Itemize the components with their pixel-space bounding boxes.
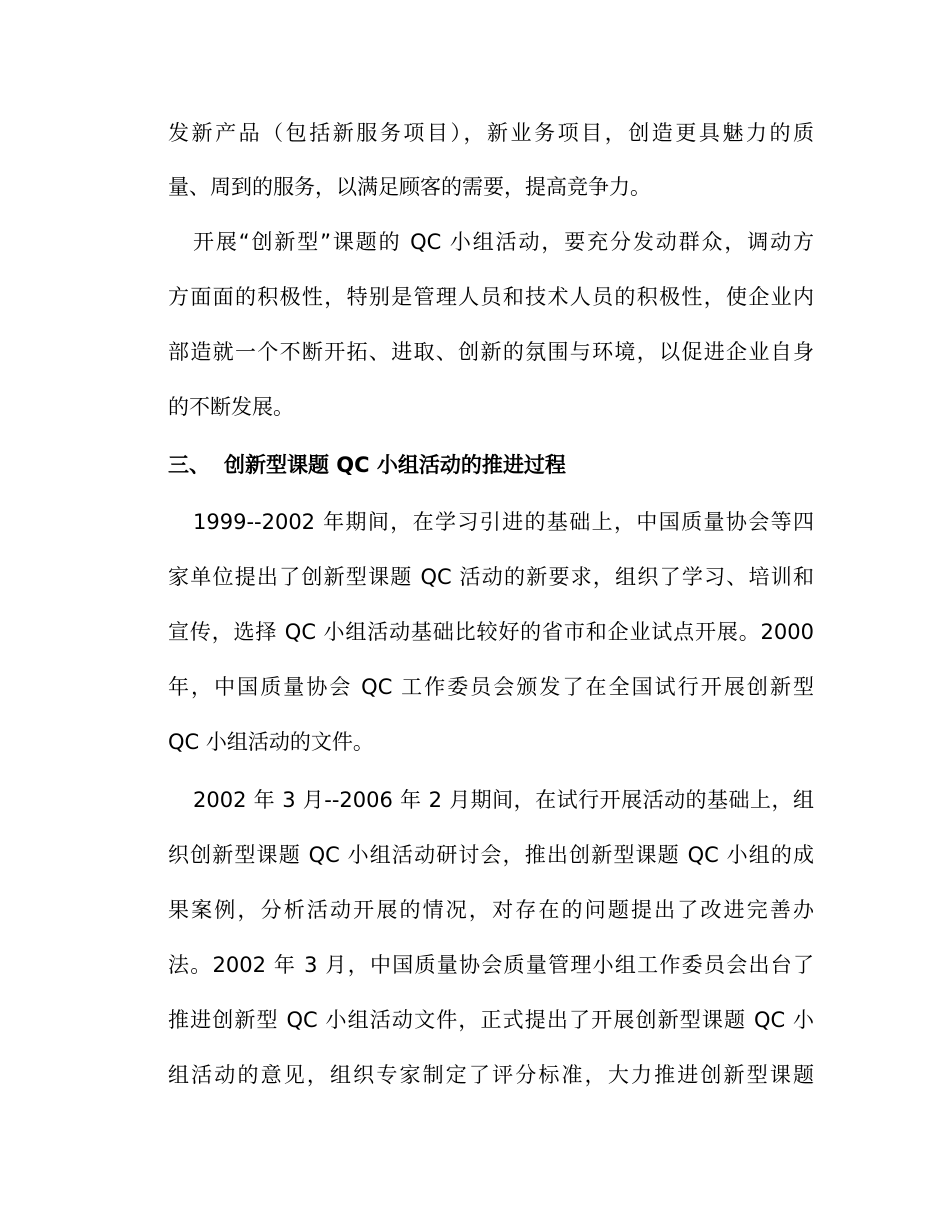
paragraph-line: 量、周到的服务，以满足顾客的需要，提高竞争力。 (168, 175, 651, 199)
paragraph-line: 家单位提出了创新型课题 QC 活动的新要求，组织了学习、培训和 (168, 565, 814, 589)
paragraph-line: 发新产品（包括新服务项目），新业务项目，创造更具魅力的质 (168, 121, 814, 145)
paragraph-line: QC 小组活动的文件。 (168, 730, 374, 754)
paragraph-line: 果案例，分析活动开展的情况，对存在的问题提出了改进完善办 (168, 898, 814, 922)
paragraph-line: 年，中国质量协会 QC 工作委员会颁发了在全国试行开展创新型 (168, 675, 814, 699)
section-heading (168, 445, 814, 485)
section-number: 三、 (168, 453, 210, 477)
paragraph-line: 部造就一个不断开拓、进取、创新的氛围与环境，以促进企业自身 (168, 340, 814, 364)
paragraph-line: 组活动的意见，组织专家制定了评分标准，大力推进创新型课题 (168, 1063, 814, 1087)
paragraph-line: 1999--2002 年期间，在学习引进的基础上，中国质量协会等四 (193, 510, 814, 534)
paragraph-line: 的不断发展。 (168, 395, 294, 419)
paragraph-line: 方面面的积极性，特别是管理人员和技术人员的积极性，使企业内 (168, 285, 814, 309)
section-title: 创新型课题 QC 小组活动的推进过程 (224, 453, 566, 477)
paragraph-line: 2002 年 3 月--2006 年 2 月期间，在试行开展活动的基础上，组 (193, 788, 814, 812)
paragraph-line: 织创新型课题 QC 小组活动研讨会，推出创新型课题 QC 小组的成 (168, 843, 814, 867)
paragraph-line: 开展“创新型”课题的 QC 小组活动，要充分发动群众，调动方 (193, 230, 814, 254)
paragraph-line: 宣传，选择 QC 小组活动基础比较好的省市和企业试点开展。2000 (168, 620, 814, 644)
paragraph-line: 法。2002 年 3 月，中国质量协会质量管理小组工作委员会出台了 (168, 953, 814, 977)
paragraph-line: 推进创新型 QC 小组活动文件，正式提出了开展创新型课题 QC 小 (168, 1008, 814, 1032)
